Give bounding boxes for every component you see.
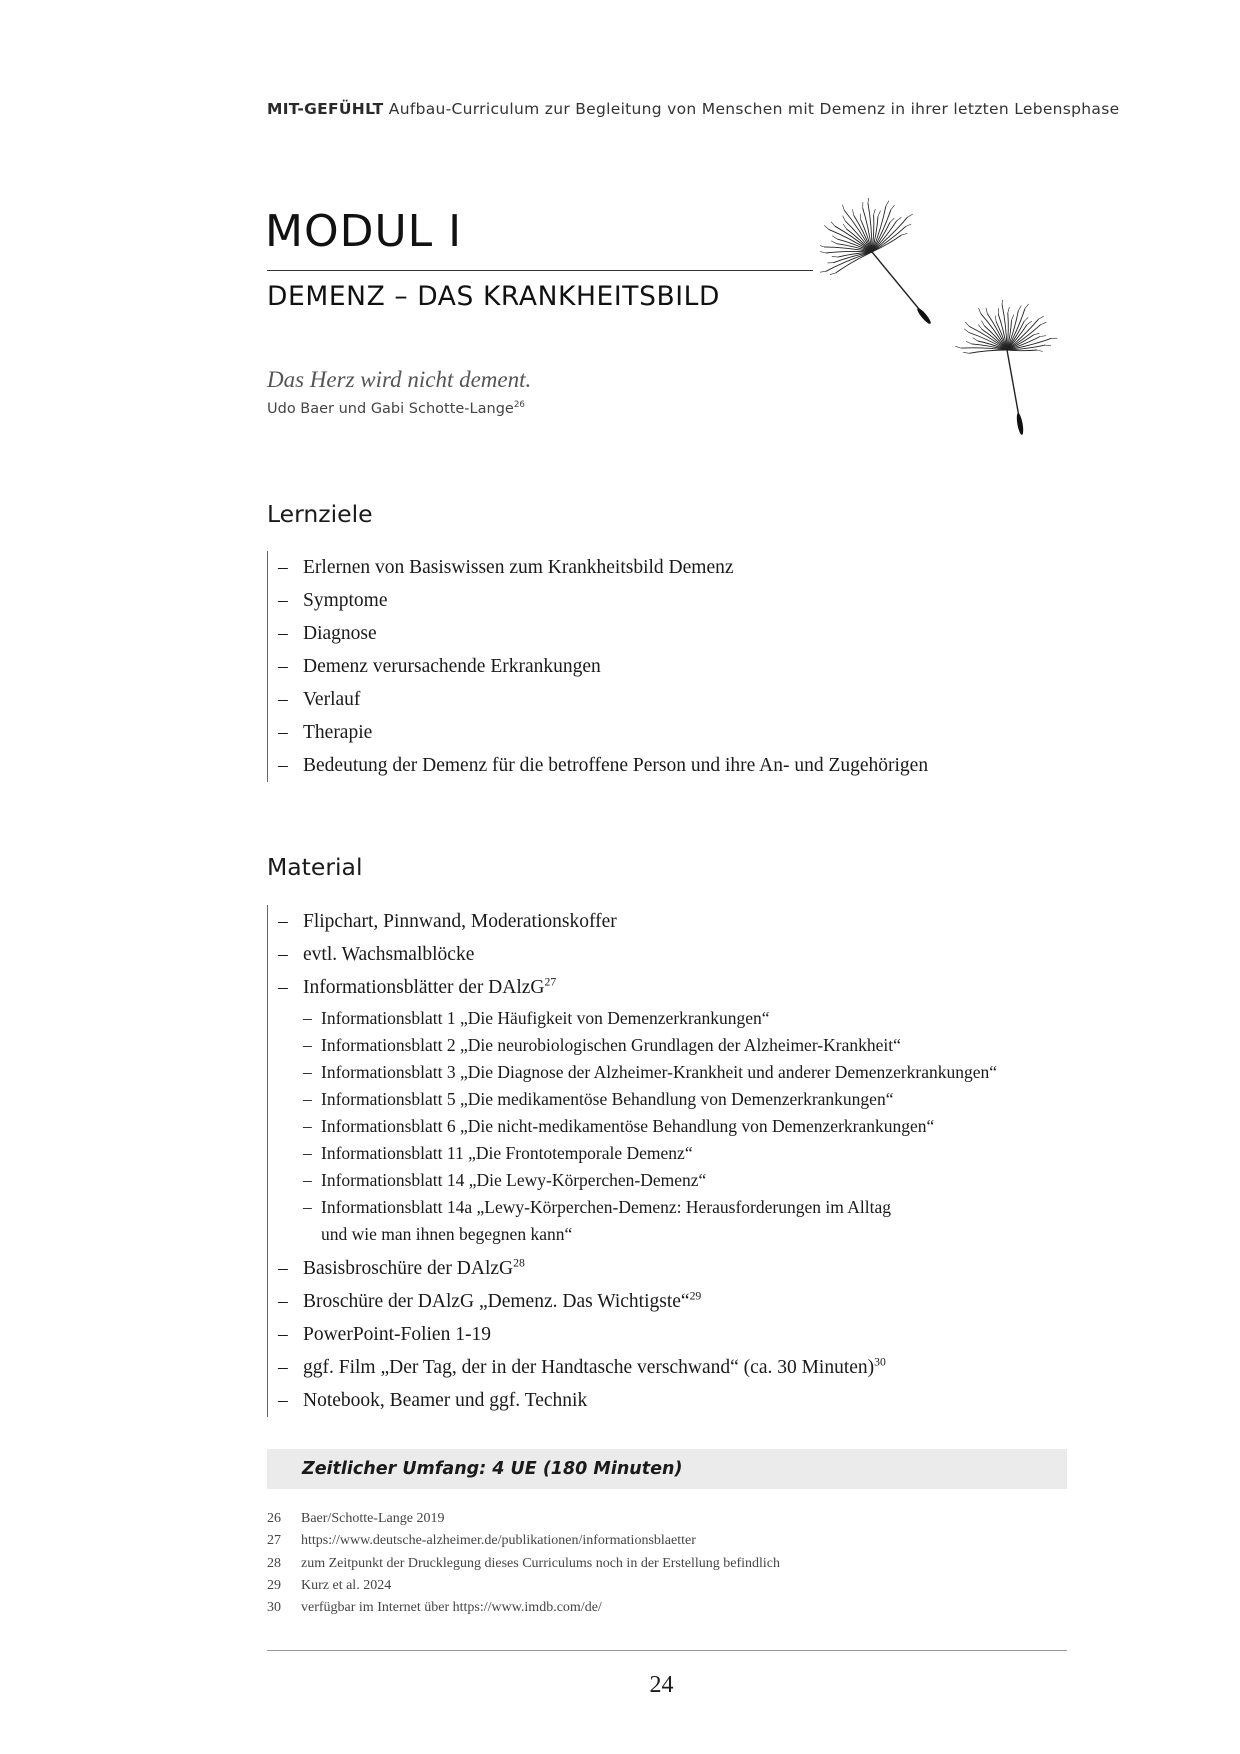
footnote-ref: 30	[874, 1355, 886, 1369]
footnote-ref: 28	[513, 1256, 525, 1270]
running-head	[267, 100, 1119, 118]
sublist-item: – Informationsblatt 1 „Die Häufigkeit von Demenzerkrankungen“	[303, 1005, 997, 1032]
footnote	[267, 1597, 780, 1619]
lernziele-list-block	[267, 551, 928, 782]
sublist-item-line: und wie man ihnen begegnen kann“	[321, 1224, 573, 1244]
footnote-text: verfügbar im Internet über https://www.imdb.com/de/	[301, 1600, 602, 1616]
footnote	[267, 1575, 780, 1597]
material-list	[268, 905, 997, 1417]
title-divider	[267, 270, 813, 271]
list-item	[268, 971, 997, 1248]
sublist-item: – Informationsblatt 3 „Die Diagnose der Alzheimer-Krankheit und anderer Demenzerkrankungen“	[303, 1059, 997, 1086]
footnote-text: Baer/Schotte-Lange 2019	[301, 1511, 445, 1526]
list-item	[268, 1252, 997, 1285]
footnote-number: 27	[267, 1533, 281, 1549]
footnote-number: 29	[267, 1577, 281, 1593]
list-item: – PowerPoint-Folien 1-19	[268, 1318, 997, 1351]
module-title: MODUL I	[265, 206, 463, 257]
footnotes	[267, 1508, 780, 1619]
footnote	[267, 1508, 780, 1530]
footnote-text: Kurz et al. 2024	[301, 1577, 392, 1593]
list-item: – Erlernen von Basiswissen zum Krankheitsbild Demenz	[268, 551, 928, 584]
footnote-ref: 29	[689, 1289, 702, 1303]
list-item: – Notebook, Beamer und ggf. Technik	[268, 1384, 997, 1417]
material-list-block	[267, 905, 997, 1417]
section-heading-material: Material	[267, 853, 363, 881]
list-item: – Symptome	[268, 584, 928, 617]
epigraph-author	[267, 401, 525, 417]
footnote-number: 26	[267, 1511, 281, 1526]
list-item	[268, 1351, 997, 1384]
list-item: – evtl. Wachsmalblöcke	[268, 938, 997, 971]
sublist-item-line: – Informationsblatt 14a „Lewy-Körperchen-Demenz: Herausforderungen im Alltag	[321, 1197, 891, 1217]
footer-divider	[267, 1650, 1067, 1651]
list-item: – Therapie	[268, 716, 928, 749]
sublist-item: – Informationsblatt 14 „Die Lewy-Körperchen-Demenz“	[303, 1167, 997, 1194]
list-item: – Demenz verursachende Erkrankungen	[268, 650, 928, 683]
list-item: – Verlauf	[268, 683, 928, 716]
footnote	[267, 1553, 780, 1575]
list-item: – Bedeutung der Demenz für die betroffene Person und ihre An- und Zugehörigen	[268, 749, 928, 782]
footnote-text: zum Zeitpunkt der Drucklegung dieses Curriculums noch in der Erstellung befindlich	[301, 1555, 780, 1571]
epigraph-quote: Das Herz wird nicht dement.	[267, 367, 532, 392]
sublist-item: – Informationsblatt 5 „Die medikamentöse Behandlung von Demenzerkrankungen“	[303, 1086, 997, 1113]
list-item: – Diagnose	[268, 617, 928, 650]
sublist-item: – Informationsblatt 11 „Die Frontotemporale Demenz“	[303, 1140, 997, 1167]
informationsblaetter-sublist	[303, 1005, 997, 1248]
footnote-number: 30	[267, 1600, 281, 1616]
sublist-item: – Informationsblatt 6 „Die nicht-medikamentöse Behandlung von Demenzerkrankungen“	[303, 1113, 997, 1140]
dandelion-seed-icon	[820, 198, 950, 338]
list-item	[268, 1285, 997, 1318]
time-scope-box	[267, 1449, 1067, 1489]
footnote-ref: 27	[544, 975, 557, 989]
list-item-text: Broschüre der DAlzG „Demenz. Das Wichtigste“	[303, 1291, 690, 1312]
section-heading-lernziele: Lernziele	[267, 500, 373, 528]
footnote-text: https://www.deutsche-alzheimer.de/publikationen/informationsblaetter	[301, 1533, 696, 1549]
list-item-text: Informationsblätter der DAlzG	[303, 977, 545, 998]
module-subtitle: DEMENZ – DAS KRANKHEITSBILD	[267, 281, 721, 312]
list-item-text: Basisbroschüre der DAlzG	[303, 1258, 514, 1279]
sublist-item	[303, 1194, 997, 1248]
epigraph-author-name: Udo Baer und Gabi Schotte-Lange	[267, 401, 514, 417]
running-head-brand: MIT-GEFÜHLT	[267, 100, 384, 118]
time-scope-text: Zeitlicher Umfang: 4 UE (180 Minuten)	[302, 1459, 683, 1479]
lernziele-list	[268, 551, 928, 782]
sublist-item: – Informationsblatt 2 „Die neurobiologischen Grundlagen der Alzheimer-Krankheit“	[303, 1032, 997, 1059]
running-head-text: Aufbau-Curriculum zur Begleitung von Menschen mit Demenz in ihrer letzten Lebensphase	[388, 100, 1120, 118]
footnote-number: 28	[267, 1555, 281, 1571]
footnote-ref: 26	[513, 400, 525, 411]
list-item: – Flipchart, Pinnwand, Moderationskoffer	[268, 905, 997, 938]
dandelion-seed-icon	[950, 300, 1065, 445]
list-item-text: ggf. Film „Der Tag, der in der Handtasche verschwand“ (ca. 30 Minuten)	[303, 1357, 875, 1378]
footnote	[267, 1530, 780, 1552]
page-number: 24	[649, 1672, 674, 1698]
